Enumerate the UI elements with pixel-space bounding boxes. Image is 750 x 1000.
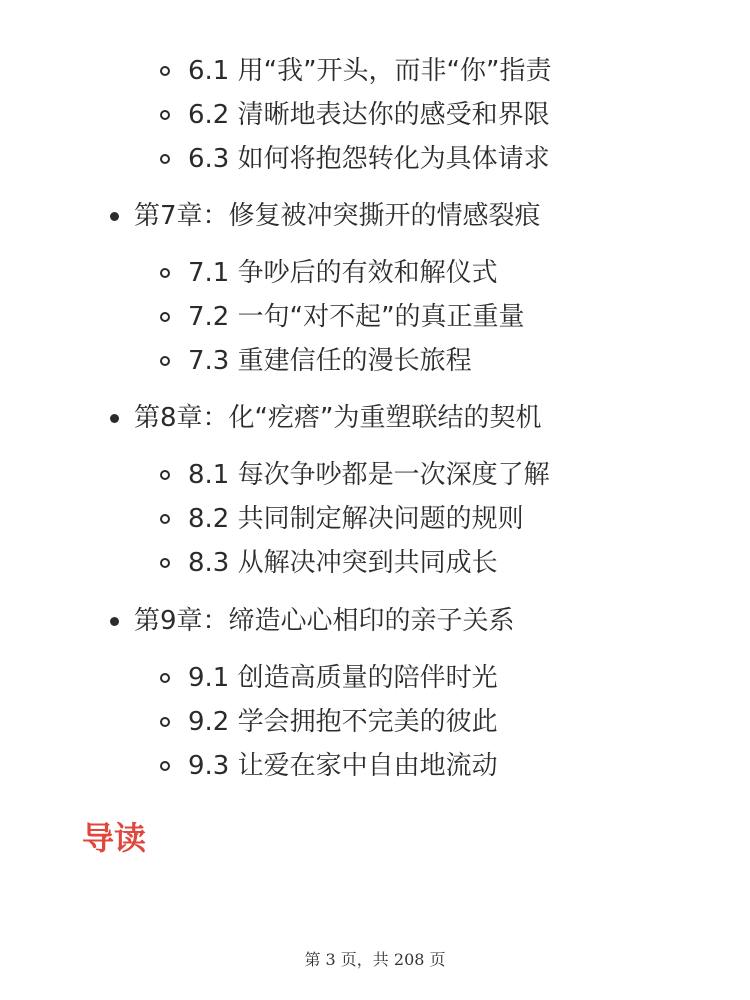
toc-chapter-item[interactable] [110,196,541,236]
hollow-bullet-icon [160,110,170,120]
toc-sub-item-label: 8.1 每次争吵都是一次深度了解 [188,460,550,490]
toc-sub-item[interactable] [160,51,552,91]
toc-sub-item[interactable] [160,253,498,293]
toc-chapter-title: 第9章：缔造心心相印的亲子关系 [134,606,515,636]
toc-sub-item[interactable] [160,341,472,381]
toc-sub-item[interactable] [160,297,525,337]
toc-sub-item-label: 7.3 重建信任的漫长旅程 [188,346,472,376]
hollow-bullet-icon [160,356,170,366]
hollow-bullet-icon [160,312,170,322]
hollow-bullet-icon [160,514,170,524]
toc-sub-item[interactable] [160,746,498,786]
toc-sub-item-label: 9.3 让爱在家中自由地流动 [188,751,498,781]
hollow-bullet-icon [160,717,170,727]
toc-sub-item-label: 9.1 创造高质量的陪伴时光 [188,663,498,693]
toc-chapter-item[interactable] [110,601,515,641]
hollow-bullet-icon [160,558,170,568]
toc-sub-item-label: 6.3 如何将抱怨转化为具体请求 [188,144,550,174]
toc-chapter-title: 第7章：修复被冲突撕开的情感裂痕 [134,201,541,231]
filled-bullet-icon [110,414,119,423]
toc-chapter-item[interactable] [110,398,541,438]
filled-bullet-icon [110,617,119,626]
toc-sub-item-label: 8.2 共同制定解决问题的规则 [188,504,524,534]
toc-sub-item[interactable] [160,139,550,179]
toc-sub-item-label: 7.1 争吵后的有效和解仪式 [188,258,498,288]
hollow-bullet-icon [160,761,170,771]
toc-sub-item[interactable] [160,455,550,495]
hollow-bullet-icon [160,66,170,76]
hollow-bullet-icon [160,268,170,278]
toc-sub-item-label: 7.2 一句“对不起”的真正重量 [188,302,525,332]
toc-sub-item[interactable] [160,702,498,742]
toc-sub-item-label: 6.2 清晰地表达你的感受和界限 [188,100,550,130]
hollow-bullet-icon [160,154,170,164]
toc-sub-item[interactable] [160,95,550,135]
filled-bullet-icon [110,212,119,221]
toc-chapter-title: 第8章：化“疙瘩”为重塑联结的契机 [134,403,542,433]
toc-sub-item[interactable] [160,658,498,698]
toc-sub-item-label: 8.3 从解决冲突到共同成长 [188,548,498,578]
toc-sub-item[interactable] [160,499,524,539]
section-heading: 导读 [82,819,147,857]
toc-sub-item-label: 6.1 用“我”开头，而非“你”指责 [188,56,552,86]
page-number-footer: 第 3 页，共 208 页 [304,950,446,969]
toc-sub-item[interactable] [160,543,498,583]
hollow-bullet-icon [160,470,170,480]
toc-sub-item-label: 9.2 学会拥抱不完美的彼此 [188,707,498,737]
hollow-bullet-icon [160,673,170,683]
